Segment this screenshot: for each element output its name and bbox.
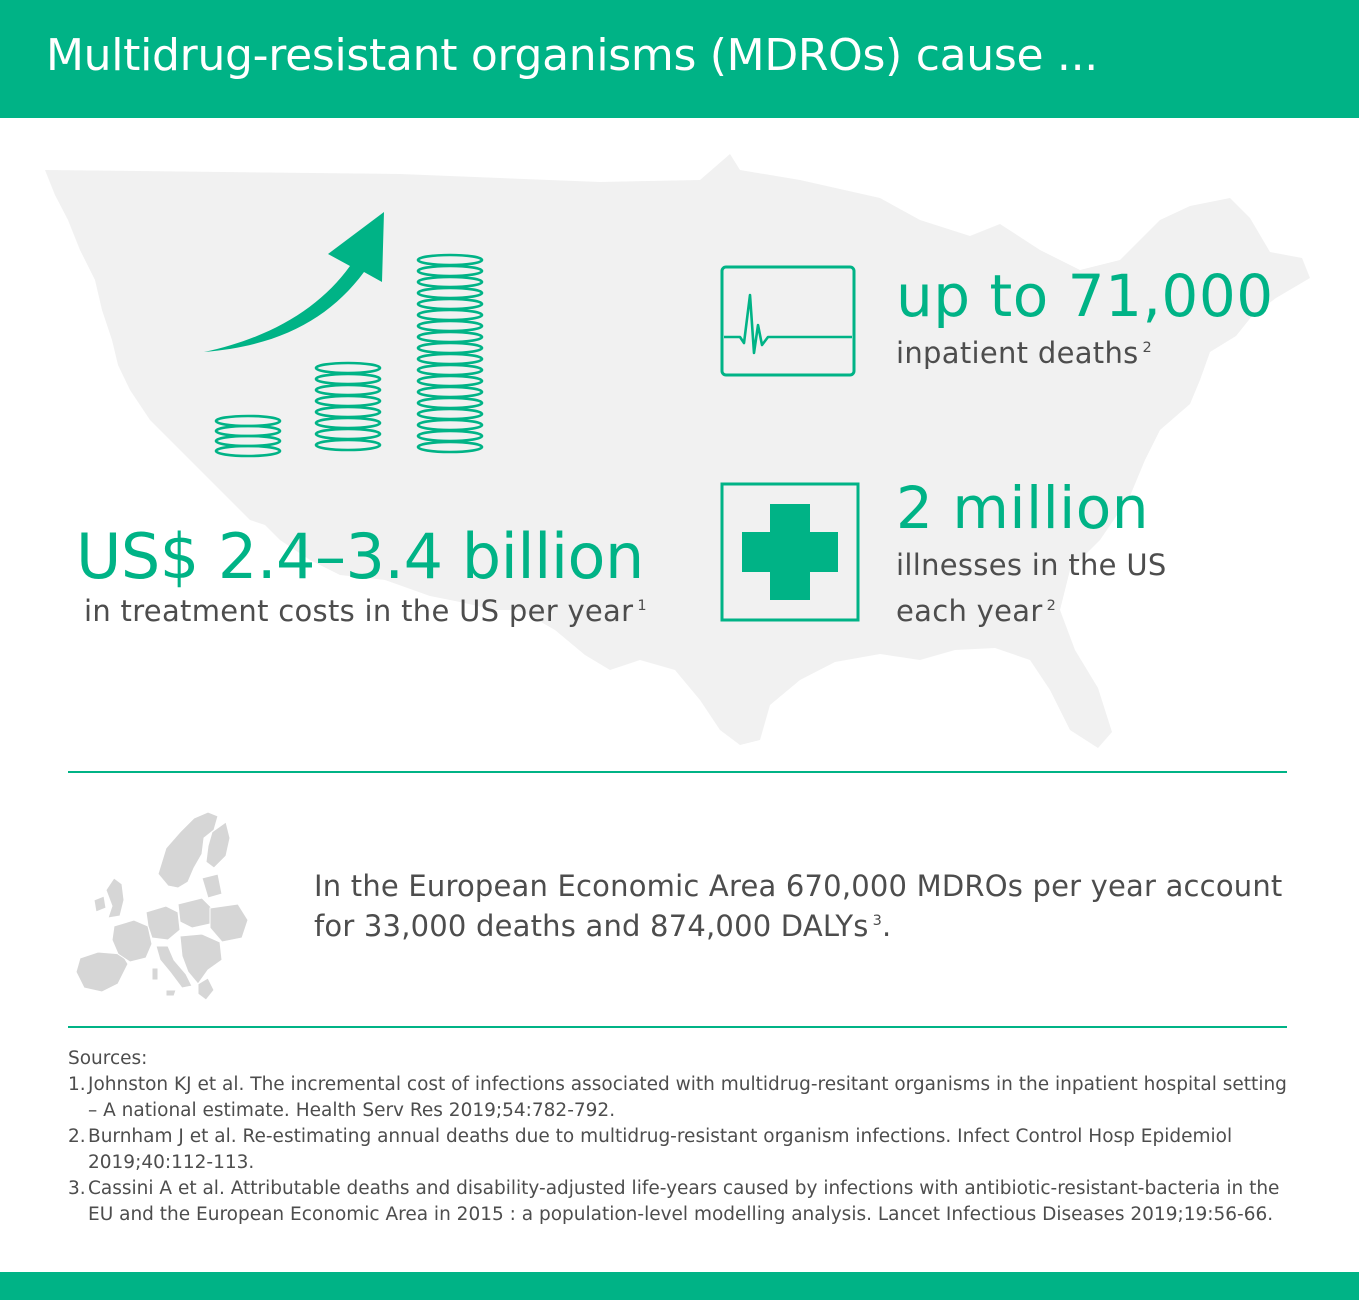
illnesses-caption-line2: each year $^2$ [896,594,1057,628]
medical-cross-icon [720,482,860,622]
europe-map-icon [62,808,262,1008]
europe-text-line1: In the European Economic Area 670,000 MDROs per year account [314,869,1283,903]
source-text: Cassini A et al. Attributable deaths and disability-adjusted life-years caused by infections with antibiotic-resistant-bacteria in the EU and the European Economic Area in 2015 : a population-level modelling analysis. Lancet Infectious Diseases 2019;19:56-66. [88,1178,1280,1225]
costs-caption: in treatment costs in the US per year $^1$ [84,594,647,628]
illnesses-value: 2 million [896,474,1150,542]
europe-text-line2: for 33,000 deaths and 874,000 DALYs $^3$. [314,909,892,943]
coin-stack-icon [208,250,490,460]
deaths-ref: 2 [1142,340,1153,357]
deaths-caption: inpatient deaths $^2$ [896,336,1153,370]
source-item [68,1072,1298,1124]
costs-ref: 1 [637,598,647,615]
heart-monitor-icon [720,265,856,377]
divider-top [68,771,1287,773]
source-text: Burnham J et al. Re-estimating annual deaths due to multidrug-resistant organism infections. Infect Control Hosp Epidemiol 2019;40:112-113. [88,1126,1233,1173]
source-text: Johnston KJ et al. The incremental cost of infections associated with multidrug-resitant organisms in the inpatient hospital setting – A national estimate. Health Serv Res 2019;54:782-792. [88,1074,1287,1121]
deaths-value: up to 71,000 [896,262,1274,330]
source-item [68,1124,1298,1176]
europe-statement [314,866,1304,946]
sources-heading: Sources: [68,1048,148,1069]
illnesses-caption-line1: illnesses in the US [896,548,1167,582]
source-number: 1. [68,1074,86,1095]
costs-value: US$ 2.4–3.4 billion [76,520,644,593]
header-bar [0,0,1359,118]
illnesses-ref: 2 [1046,598,1057,615]
page-title: Multidrug-resistant organisms (MDROs) cause ... [46,30,1098,81]
source-item [68,1176,1298,1228]
divider-bottom [68,1026,1287,1028]
sources-section [68,1046,1298,1228]
sources-list [68,1072,1298,1228]
footer-bar [0,1272,1359,1300]
source-number: 2. [68,1126,86,1147]
europe-ref: 3 [872,913,883,930]
source-number: 3. [68,1178,86,1199]
